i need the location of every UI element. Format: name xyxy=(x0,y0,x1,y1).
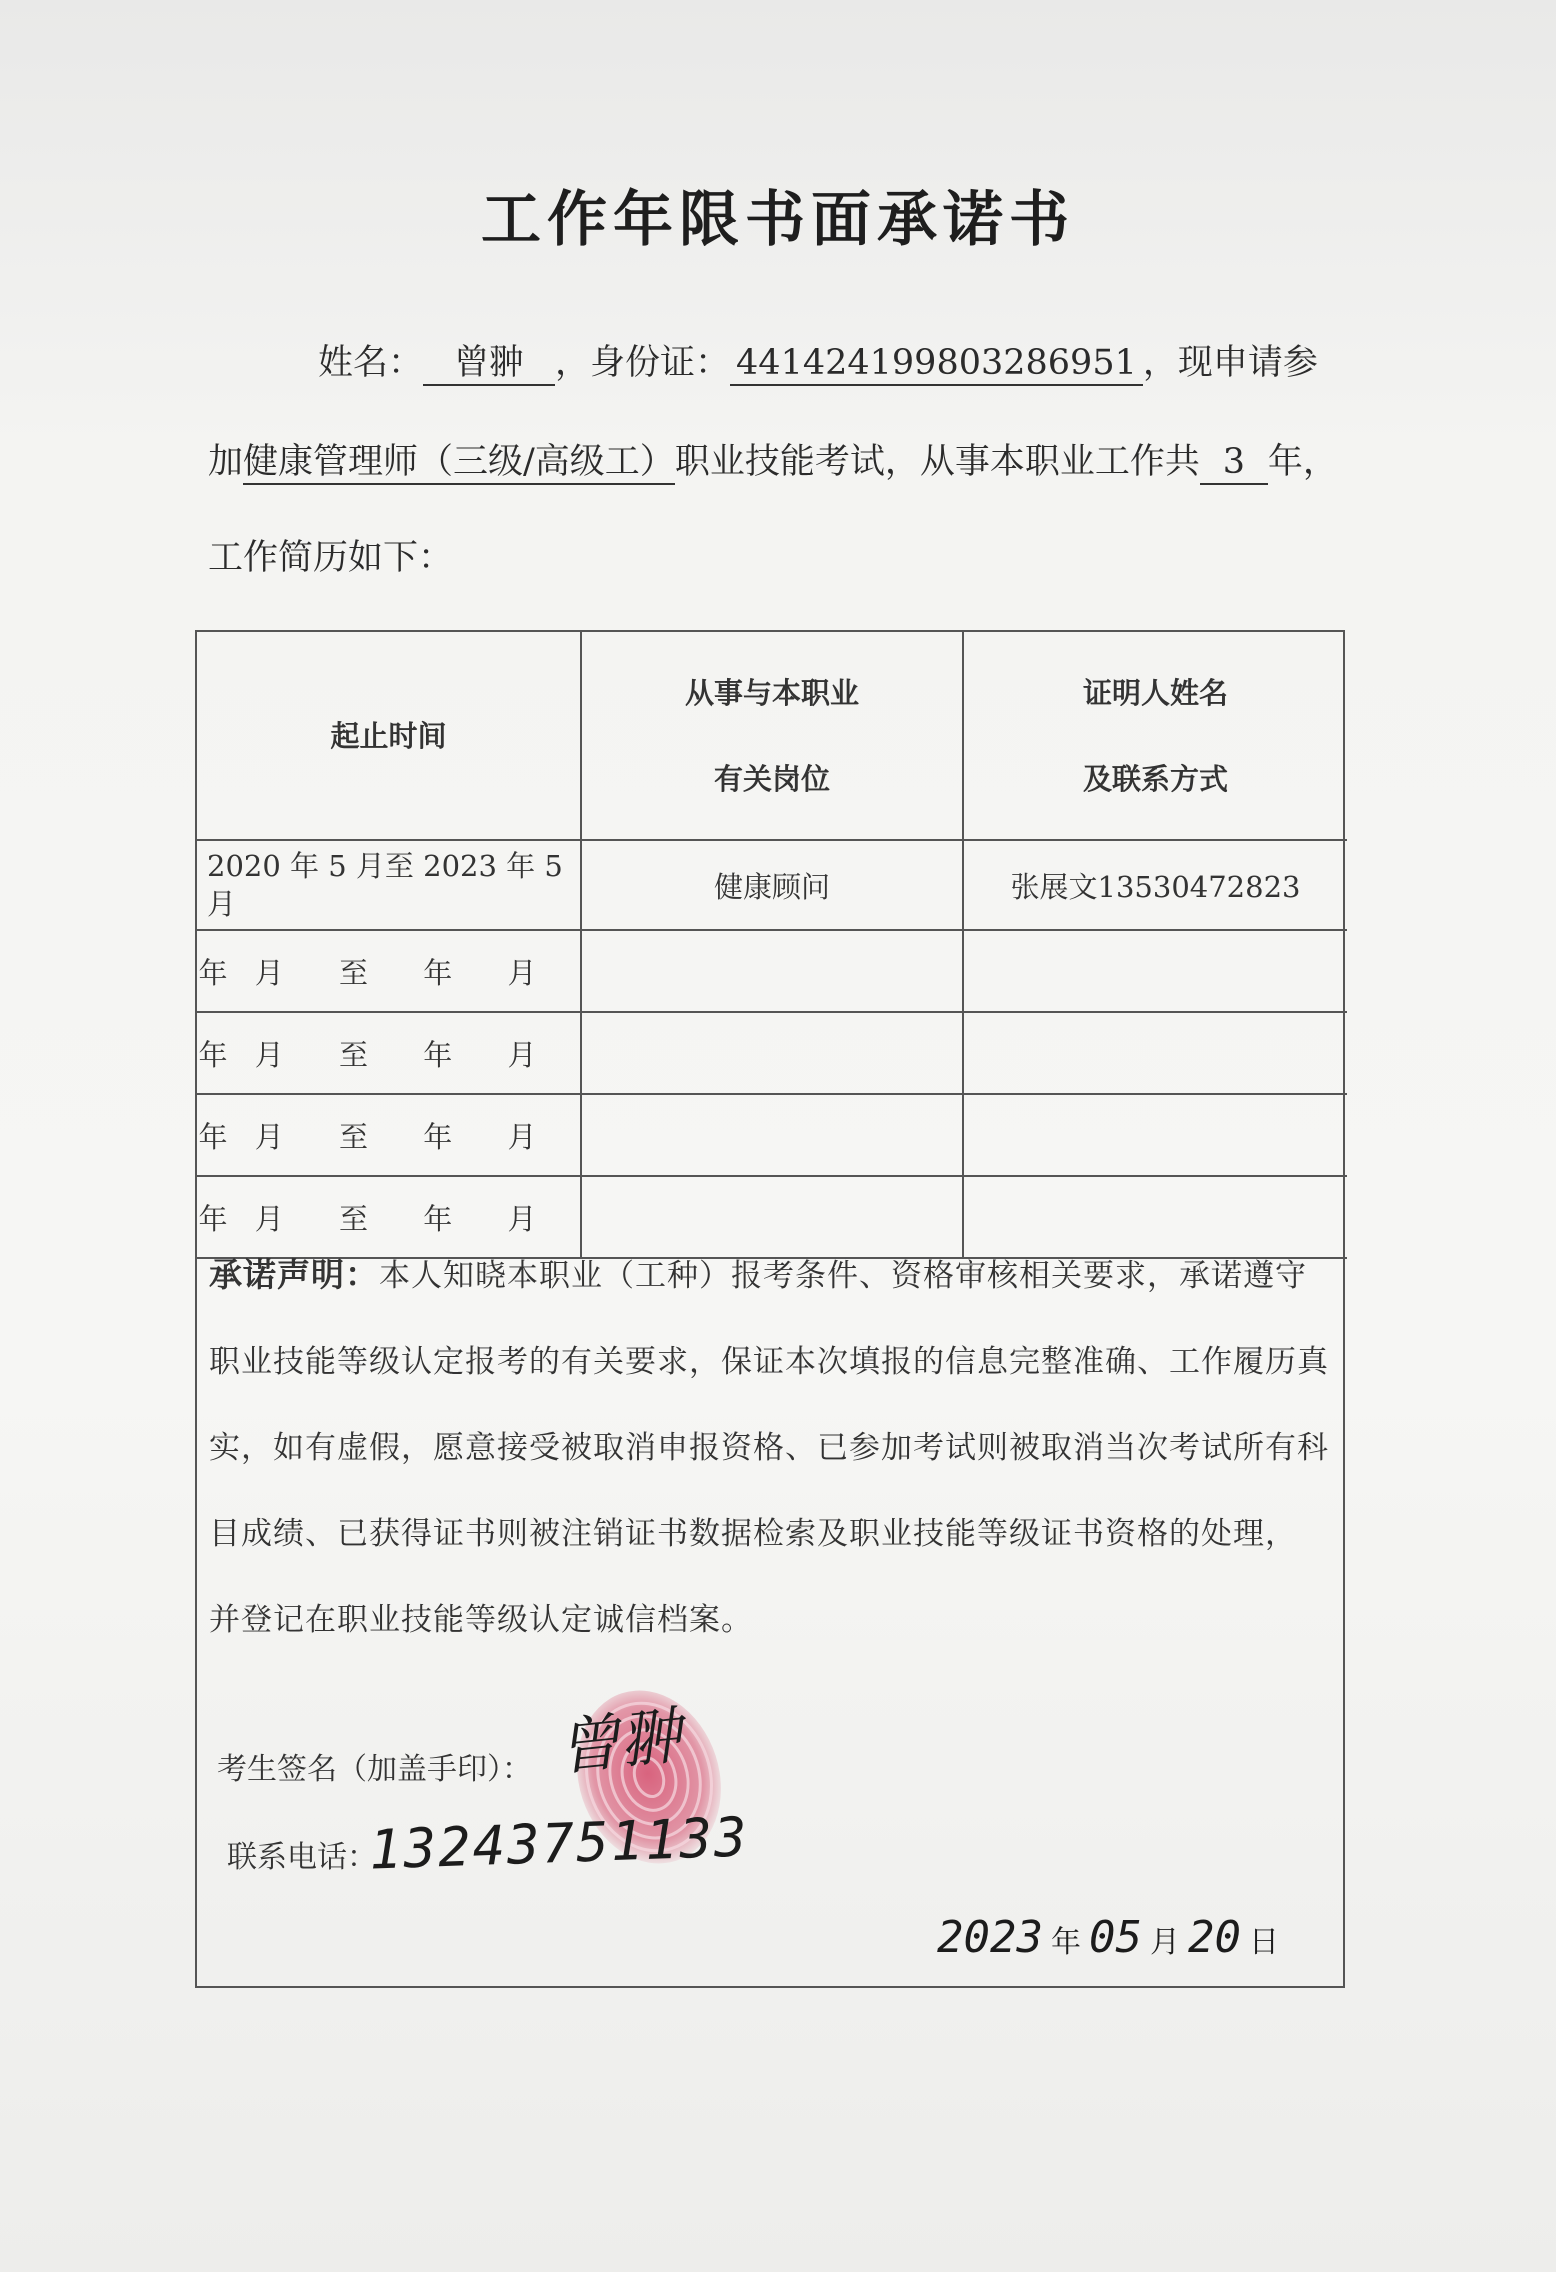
to-label: 至 xyxy=(338,1037,370,1072)
year-label: 年 xyxy=(423,1119,455,1154)
year-label: 年 xyxy=(423,955,455,990)
row-3-position[interactable] xyxy=(581,1012,963,1094)
document-title: 工作年限书面承诺书 xyxy=(481,185,1075,255)
pledge-statement xyxy=(209,1232,1335,1663)
row-2-position[interactable] xyxy=(581,930,963,1012)
handwritten-signature: 曾翀 xyxy=(554,1698,686,1785)
year-label: 年 xyxy=(198,1037,230,1072)
row-1-witness[interactable]: 张展文13530472823 xyxy=(963,840,1347,930)
work-history-table xyxy=(197,632,1347,1259)
header-position-line1: 从事与本职业 xyxy=(684,675,859,710)
year-label: 年 xyxy=(423,1201,455,1236)
row-4-position[interactable] xyxy=(581,1094,963,1176)
date-month-unit: 月 xyxy=(1149,1925,1180,1960)
header-position-line2: 有关岗位 xyxy=(713,761,830,796)
year-label: 年 xyxy=(198,1119,230,1154)
row-3-period[interactable] xyxy=(197,1012,581,1094)
signature-label: 考生签名（加盖手印）： xyxy=(217,1752,532,1787)
header-position xyxy=(581,632,963,840)
form-sheet xyxy=(195,630,1345,1988)
intro-line-3: 工作简历如下： xyxy=(208,538,454,578)
occupation-field[interactable]: 健康管理师（三级/高级工） xyxy=(243,441,675,485)
row-3-witness[interactable] xyxy=(963,1012,1347,1094)
line2-suffix: 年， xyxy=(1267,442,1338,482)
date-year: 2023 xyxy=(937,1912,1043,1963)
row-1-position[interactable]: 健康顾问 xyxy=(581,840,963,930)
line2-mid: 职业技能考试，从事本职业工作共 xyxy=(674,442,1200,482)
pledge-text: 本人知晓本职业（工种）报考条件、资格审核相关要求，承诺遵守职业技能等级认定报考的有关要求，保证本次填报的信息完整准确、工作履历真实，如有虚假，愿意接受被取消申报资格、已参加考试则被取消当次考试所有科目成绩、已获得证书则被注销证书数据检索及职业技能等级证书资格的处理， 并登记在职业技能等级认定诚信档案。 xyxy=(209,1258,1329,1638)
header-witness-line2: 及联系方式 xyxy=(1082,761,1228,796)
month-label: 月 xyxy=(254,1201,286,1236)
year-label: 年 xyxy=(198,1201,230,1236)
row-1-period[interactable]: 2020 年 5 月至 2023 年 5 月 xyxy=(197,840,581,930)
table-row xyxy=(197,1012,1347,1094)
phone-label: 联系电话： xyxy=(227,1840,377,1875)
table-row xyxy=(197,1094,1347,1176)
name-field[interactable]: 曾翀 xyxy=(423,342,555,386)
month-label: 月 xyxy=(507,1201,539,1236)
handwritten-date xyxy=(937,1912,1287,1963)
table-row xyxy=(197,930,1347,1012)
month-label: 月 xyxy=(507,1037,539,1072)
month-label: 月 xyxy=(254,1119,286,1154)
header-witness xyxy=(963,632,1347,840)
date-month: 05 xyxy=(1088,1912,1142,1963)
row-4-witness[interactable] xyxy=(963,1094,1347,1176)
id-label: ，身份证： xyxy=(555,343,731,383)
row-2-period[interactable] xyxy=(197,930,581,1012)
intro-line-2 xyxy=(208,434,1338,485)
line2-prefix: 加 xyxy=(208,442,244,482)
date-day: 20 xyxy=(1187,1912,1241,1963)
to-label: 至 xyxy=(338,1201,370,1236)
month-label: 月 xyxy=(254,955,286,990)
month-label: 月 xyxy=(254,1037,286,1072)
month-label: 月 xyxy=(507,955,539,990)
intro-line-1 xyxy=(318,335,1318,386)
header-period: 起止时间 xyxy=(197,632,581,840)
table-header-row xyxy=(197,632,1347,840)
years-field[interactable]: 3 xyxy=(1200,441,1268,485)
to-label: 至 xyxy=(338,955,370,990)
handwritten-phone: 13243751133 xyxy=(368,1805,750,1882)
month-label: 月 xyxy=(507,1119,539,1154)
row-4-period[interactable] xyxy=(197,1094,581,1176)
pledge-label: 承诺声明： xyxy=(209,1255,379,1294)
apply-text: ，现申请参 xyxy=(1142,343,1318,383)
header-witness-line1: 证明人姓名 xyxy=(1082,675,1228,710)
year-label: 年 xyxy=(423,1037,455,1072)
name-label: 姓名： xyxy=(318,343,424,383)
row-2-witness[interactable] xyxy=(963,930,1347,1012)
table-row xyxy=(197,840,1347,930)
date-year-unit: 年 xyxy=(1050,1925,1081,1960)
id-number-field[interactable]: 441424199803286951 xyxy=(730,342,1143,386)
year-label: 年 xyxy=(198,955,230,990)
to-label: 至 xyxy=(338,1119,370,1154)
date-day-unit: 日 xyxy=(1248,1925,1279,1960)
